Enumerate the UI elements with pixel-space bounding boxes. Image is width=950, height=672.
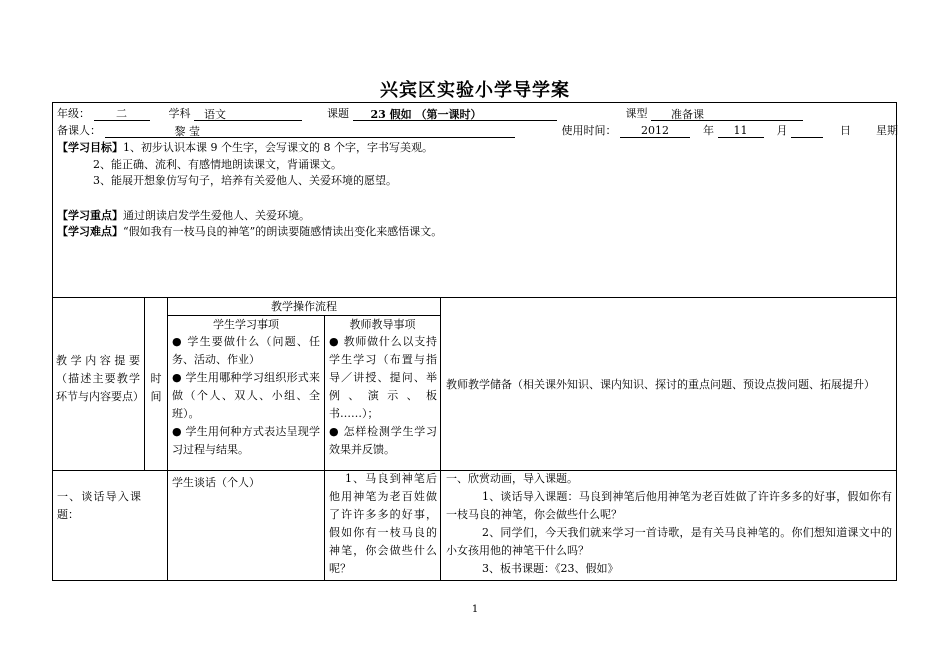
col-divider-2 [167,297,168,580]
lesson-type-value: 准备课 [651,108,803,121]
grade-label: 年级： [57,107,90,120]
content-header: 教学内容提要（描述主要教学环节与内容要点） [56,354,144,403]
preparer-label: 备课人： [57,124,101,137]
reserve-line: 一、欣赏动画，导入课题。 [446,472,578,485]
student-item: ● 学生用何种方式表达呈现学习过程与结果。 [172,425,320,456]
col-divider-4 [440,297,441,580]
row1-reserve [446,470,892,578]
table-bottom-border [52,580,897,581]
difficulty-line [57,224,892,241]
reserve-line: 2、同学们，今天我们就来学习一首诗歌，是有关马良神笔的。你们想知道课文中的小女孩用他的神笔干什么吗？ [446,526,892,557]
teacher-items [329,333,437,459]
row1-teacher: 1、马良到神笔后他用神笔为老百姓做了许许多多的好事，假如你有一枝马良的神笔，你会做些什么呢？ [329,472,437,575]
table-right-border [896,102,897,580]
col-divider-1 [144,297,145,471]
focus-text: 通过朗读启发学生爱他人、关爱环境。 [123,208,310,222]
goal-label: 【学习目标】 [57,141,123,154]
table-top-border [52,102,897,103]
grade-value: 二 [94,107,150,121]
student-header: 学生学习事项 [213,318,279,331]
difficulty-label: 【学习难点】 [57,225,123,238]
month-label: 月 [776,124,788,137]
reserve-line: 1、谈话导入课题：马良到神笔后他用神笔为老百姓做了许许多多的好事，假如你有一枝马良的神笔，你会做些什么呢？ [446,490,892,521]
year-value: 2012 [620,124,690,138]
goal-1: 1、初步认识本课 9 个生字，会写课文的 8 个字，字书写美观。 [123,141,433,154]
row1-content: 一、谈话导入课题： [57,490,141,521]
topic-label: 课题 [327,107,349,120]
student-item: ● 学生要做什么（问题、任务、活动、作业） [172,335,320,366]
focus-label: 【学习重点】 [57,208,123,222]
year-label: 年 [703,124,714,137]
goals-section [57,140,892,241]
process-header: 教学操作流程 [271,300,337,313]
subject-label: 学科 [168,107,191,120]
teacher-header: 教师教导事项 [349,318,416,331]
preparer-value: 黎 莹 [105,125,515,138]
topic-value: 23 假如 （第一课时） [353,108,557,121]
reserve-header: 教师教学储备（相关课外知识、课内知识、探讨的重点问题、预设点拨问题、拓展提升） [446,378,875,391]
weekday-label: 星期 [876,124,898,137]
row1-student: 学生谈话（个人） [172,476,260,489]
subject-value: 语文 [194,108,302,121]
goal-3: 3、能展开想象仿写句子，培养有关爱他人、关爱环境的愿望。 [93,174,397,187]
focus-line [57,208,892,225]
teacher-item: ● 教师做什么以支持学生学习（布置与指导／讲授、提问、举例、演示、板书……）； [329,335,437,420]
time-header: 时间 [150,372,162,403]
difficulty-text: “假如我有一枝马良的神笔”的朗读要随感情读出变化来感悟课文。 [123,225,443,238]
student-item: ● 学生用哪种学习组织形式来做（个人、双人、小组、全班）。 [172,371,320,420]
student-items [172,333,320,459]
goal-2: 2、能正确、流利、有感情地朗读课文，背诵课文。 [93,157,342,171]
lesson-type-label: 课型 [625,107,648,120]
document-title: 兴宾区实验小学导学案 [380,80,570,101]
header-row-1 [57,106,892,121]
month-value: 11 [718,124,764,138]
header-row-2 [57,123,898,138]
day-label: 日 [840,124,851,137]
col-divider-3 [324,315,325,580]
day-value [791,124,823,138]
page-number: 1 [471,604,479,615]
teacher-item: ● 怎样检测学生学习效果并反馈。 [329,425,437,456]
usetime-label: 使用时间： [561,124,617,137]
reserve-line: 3、板书课题：《23、假如》 [482,562,619,575]
table-left-border [52,102,53,580]
goal-line-1 [57,140,892,157]
